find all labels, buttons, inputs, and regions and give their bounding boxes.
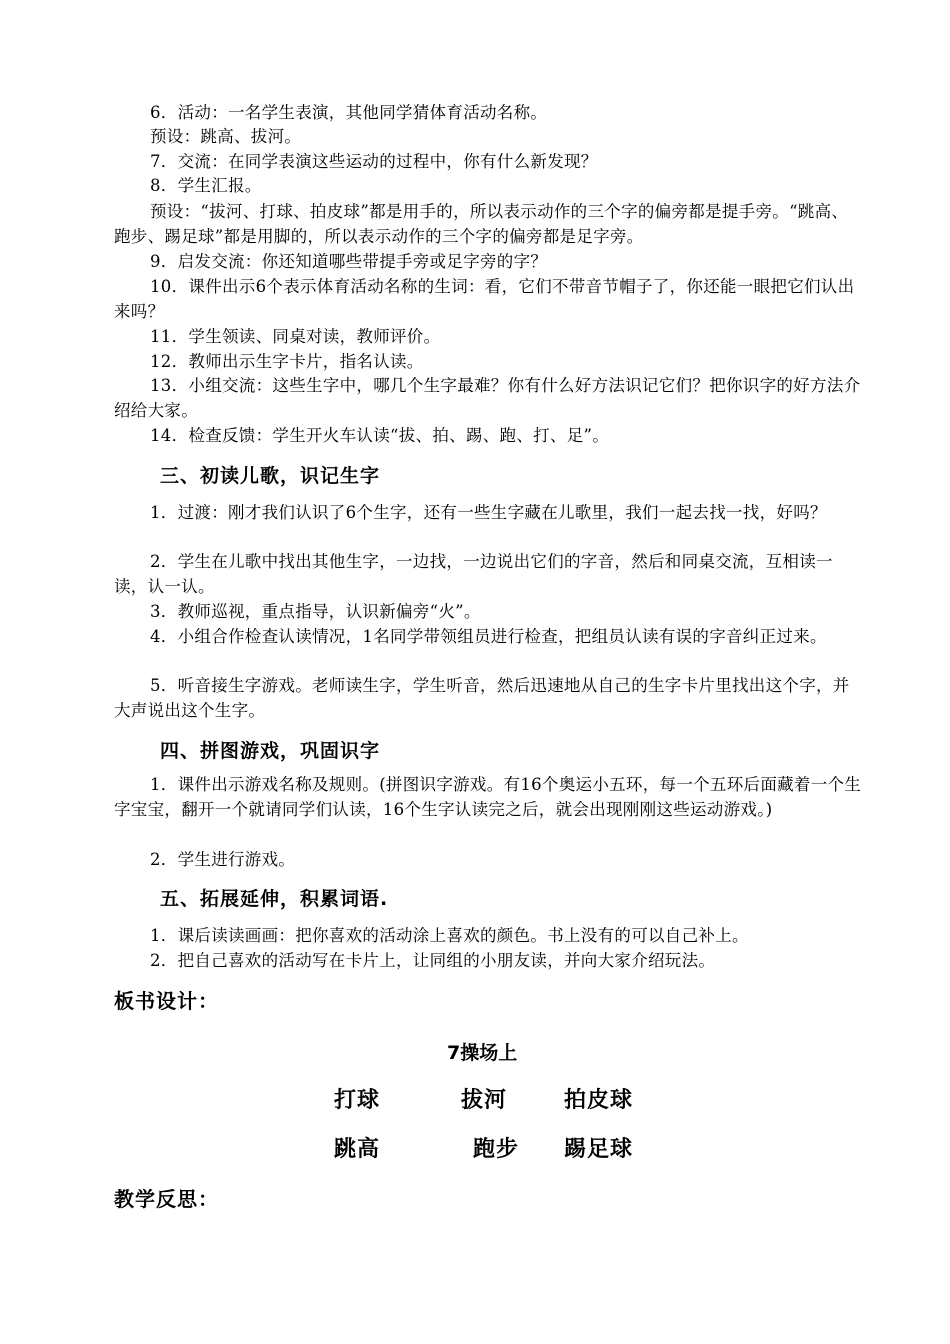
paragraph: 5．听音接生字游戏。老师读生字，学生听音，然后迅速地从自己的生字卡片里找出这个字，并大声说出这个生字。 bbox=[114, 676, 850, 720]
section-heading: 四、拼图游戏，巩固识字 bbox=[160, 740, 381, 762]
board-title: 7操场上 bbox=[447, 1042, 518, 1064]
section-heading: 三、初读儿歌，识记生字 bbox=[160, 465, 381, 487]
paragraph: 12．教师出示生字卡片，指名认读。 bbox=[150, 352, 424, 371]
paragraph: 11．学生领读、同桌对读，教师评价。 bbox=[150, 327, 441, 346]
paragraph: 1．课后读读画画：把你喜欢的活动涂上喜欢的颜色。书上没有的可以自己补上。 bbox=[150, 926, 749, 945]
board-word: 踢足球 bbox=[564, 1137, 634, 1162]
reflection-heading: 教学反思： bbox=[114, 1187, 219, 1211]
paragraph: 13．小组交流：这些生字中，哪几个生字最难？你有什么好方法识记它们？把你识字的好方法介绍给大家。 bbox=[114, 376, 861, 420]
board-word: 拍皮球 bbox=[564, 1088, 634, 1113]
board-word: 跳高 bbox=[334, 1137, 381, 1162]
paragraph: 预设：“拔河、打球、拍皮球”都是用手的，所以表示动作的三个字的偏旁都是提手旁。“跳高、跑步、踢足球”都是用脚的，所以表示动作的三个字的偏旁都是足字旁。 bbox=[114, 202, 849, 246]
section-heading: 五、拓展延伸，积累词语. bbox=[160, 888, 389, 910]
board-word: 拔河 bbox=[461, 1088, 508, 1113]
paragraph: 8．学生汇报。 bbox=[150, 176, 262, 195]
paragraph: 14．检查反馈：学生开火车认读“拔、拍、踢、跑、打、足”。 bbox=[150, 426, 610, 445]
paragraph: 9．启发交流：你还知道哪些带提手旁或足字旁的字？ bbox=[150, 252, 548, 271]
paragraph: 6．活动：一名学生表演，其他同学猜体育活动名称。 bbox=[150, 103, 548, 122]
paragraph: 1．过渡：刚才我们认识了6个生字，还有一些生字藏在儿歌里，我们一起去找一找，好吗？ bbox=[150, 503, 827, 522]
paragraph: 4．小组合作检查认读情况，1名同学带领组员进行检查，把组员认读有误的字音纠正过来。 bbox=[150, 627, 827, 646]
board-word: 打球 bbox=[334, 1088, 381, 1113]
board-heading: 板书设计： bbox=[114, 989, 219, 1013]
paragraph: 2．把自己喜欢的活动写在卡片上，让同组的小朋友读，并向大家介绍玩法。 bbox=[150, 951, 716, 970]
paragraph: 预设：跳高、拔河。 bbox=[150, 127, 302, 146]
paragraph: 2．学生在儿歌中找出其他生字，一边找，一边说出它们的字音，然后和同桌交流，互相读一读，认一认。 bbox=[114, 552, 833, 596]
paragraph: 1．课件出示游戏名称及规则。(拼图识字游戏。有16个奥运小五环，每一个五环后面藏着一个生字宝宝，翻开一个就请同学们认读，16个生字认读完之后，就会出现刚刚这些运动游戏。) bbox=[114, 775, 862, 819]
paragraph: 7．交流：在同学表演这些运动的过程中，你有什么新发现？ bbox=[150, 152, 598, 171]
paragraph: 3．教师巡视，重点指导，认识新偏旁“火”。 bbox=[150, 602, 481, 621]
board-word: 跑步 bbox=[473, 1137, 520, 1162]
paragraph: 10．课件出示6个表示体育活动名称的生词：看，它们不带音节帽子了，你还能一眼把它们认出来吗？ bbox=[114, 277, 855, 321]
paragraph: 2．学生进行游戏。 bbox=[150, 850, 296, 869]
